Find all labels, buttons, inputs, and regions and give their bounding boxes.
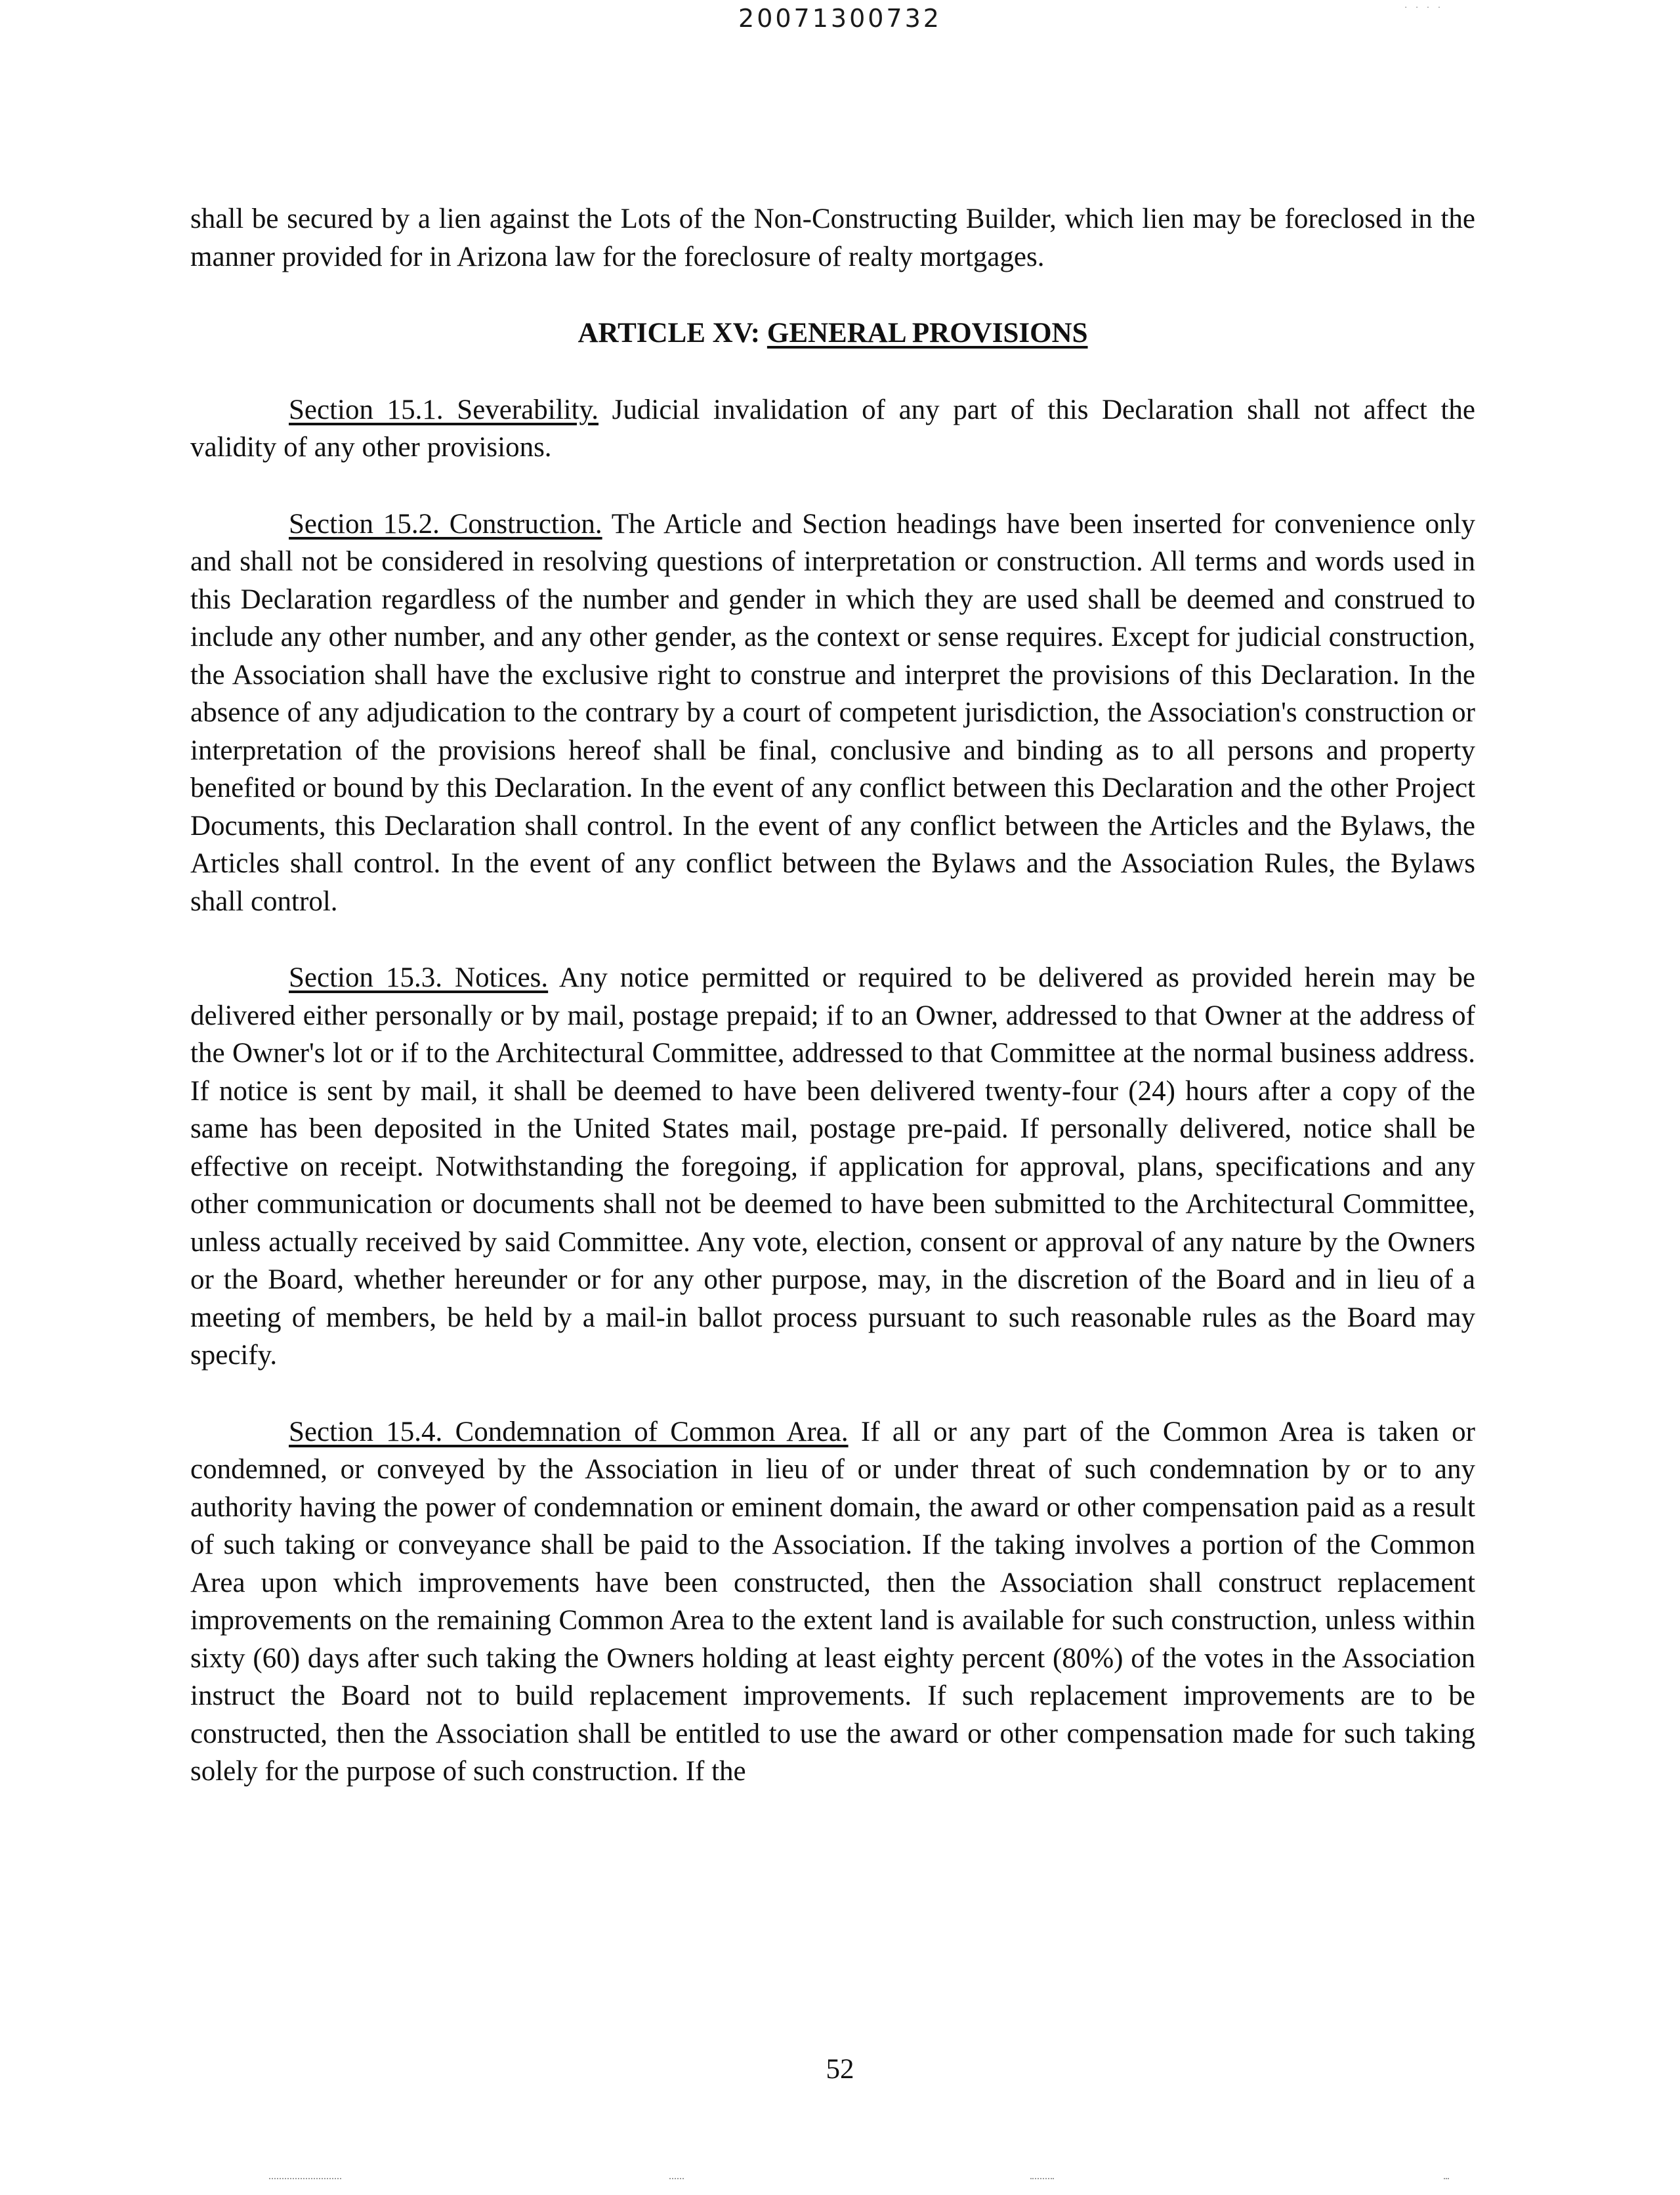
section-15-3 [190,959,1475,1375]
article-heading [190,314,1475,352]
scan-artifact [1030,2178,1054,2181]
page-number: 52 [826,2054,854,2085]
section-label: Section 15.4. Condemnation of Common Area. [289,1416,849,1447]
section-body: Any notice permitted or required to be delivered as provided herein may be delivered either personally or by mail, postage prepaid; if to an Owner, addressed to that Owner at the address of the Owner's lot or if to the Architectural Committee, addressed to that Committee at the normal business address. If notice is sent by mail, it shall be deemed to have been delivered twenty-four (24) hours after a copy of the same has been deposited in the United States mail, postage pre-paid. If personally delivered, notice shall be effective on receipt. Notwithstanding the foregoing, if application for approval, plans, specifications and any other communication or documents shall not be deemed to have been submitted to the Architectural Committee, unless actually received by said Committee. Any vote, election, consent or approval of any nature by the Owners or the Board, whether hereunder or for any other purpose, may, in the discretion of the Board and in lieu of a meeting of members, be held by a mail-in ballot process pursuant to such reasonable rules as the Board may specify. [190,962,1475,1371]
article-prefix: ARTICLE XV: [578,318,767,349]
scan-artifact [1444,2178,1449,2181]
section-label: Section 15.2. Construction. [289,508,602,540]
section-label: Section 15.3. Notices. [289,962,549,993]
page-body [190,200,1475,1829]
section-15-4 [190,1413,1475,1791]
section-body: The Article and Section headings have been inserted for convenience only and shall not be considered in resolving questions of interpretation or construction. All terms and words used in this Declaration regardless of the number and gender in which they are used shall be deemed and construed to include any other number, and any other gender, as the context or sense requires. Except for judicial construction, the Association shall have the exclusive right to construe and interpret the provisions of this Declaration. In the absence of any adjudication to the contrary by a court of competent jurisdiction, the Association's construction or interpretation of the provisions hereof shall be final, conclusive and binding as to all persons and property benefited or bound by this Declaration. In the event of any conflict between this Declaration and the other Project Documents, this Declaration shall control. In the event of any conflict between the Articles and the Bylaws, the Articles shall control. In the event of any conflict between the Bylaws and the Association Rules, the Bylaws shall control. [190,508,1476,917]
section-body: If all or any part of the Common Area is taken or condemned, or conveyed by the Association in lieu of or under threat of such condemnation by or to any authority having the power of condemnation or eminent domain, the award or other compensation paid as a result of such taking or conveyance shall be paid to the Association. If the taking involves a portion of the Common Area upon which improvements have been constructed, then the Association shall construct replacement improvements on the remaining Common Area to the extent land is available for such construction, unless within sixty (60) days after such taking the Owners holding at least eighty percent (80%) of the votes in the Association instruct the Board not to build replacement improvements. If such replacement improvements are to be constructed, then the Association shall be entitled to use the award or other compensation made for such taking solely for the purpose of such construction. If the [190,1416,1475,1787]
section-15-1 [190,391,1475,467]
scan-corner-mark: · · · · [1404,3,1444,13]
continued-paragraph: shall be secured by a lien against the Lots of the Non-Constructing Builder, which lien may be foreclosed in the manner provided for in Arizona law for the foreclosure of realty mortgages. [190,203,1475,272]
scan-artifact [669,2178,684,2181]
article-title: GENERAL PROVISIONS [766,318,1088,349]
scan-artifact [269,2178,341,2181]
section-15-2 [190,505,1475,921]
document-recording-number: 20071300732 [738,4,942,33]
section-label: Section 15.1. Severability. [289,394,599,425]
section-body: Judicial invalidation of any part of this Declaration shall not affect the validity of any other provisions. [190,394,1475,463]
